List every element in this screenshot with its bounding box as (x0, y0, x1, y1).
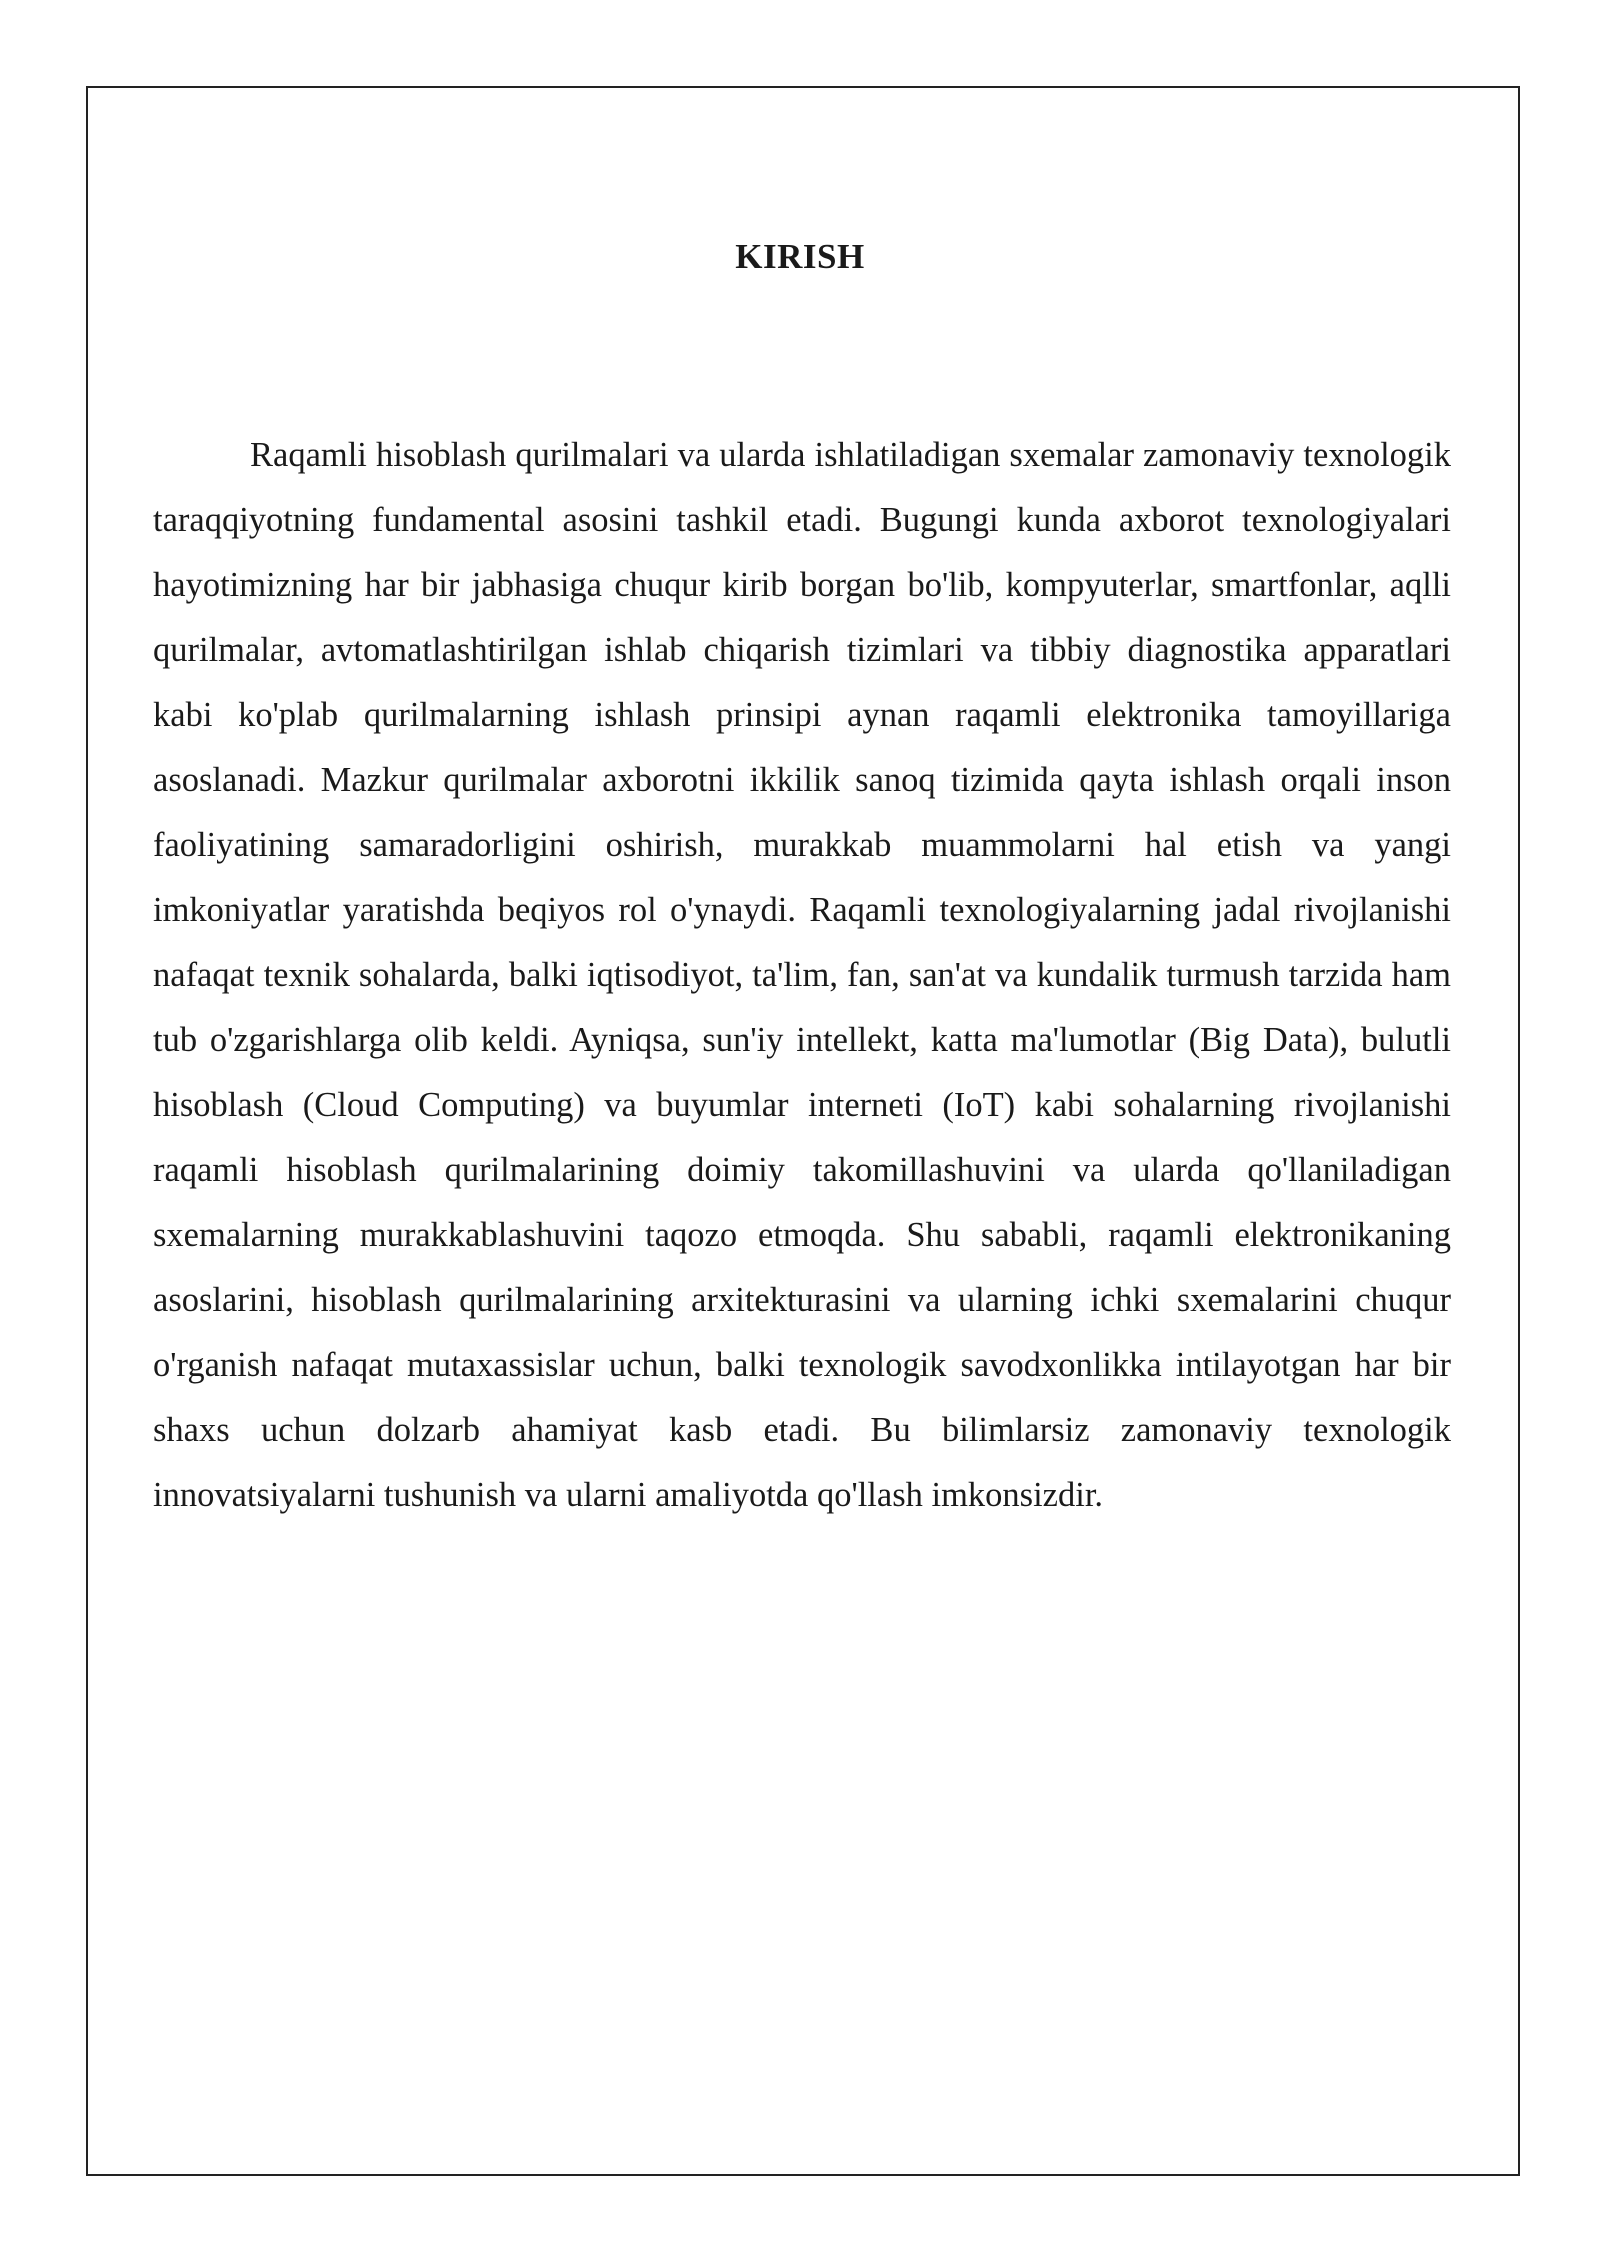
section-heading: KIRISH (735, 237, 865, 276)
body-paragraph: Raqamli hisoblash qurilmalari va ularda ishlatiladigan sxemalar zamonaviy texnologik taraqqiyotning fundamental asosini tashkil etadi. Bugungi kunda axborot texnologiyalari hayotimizning har bir jabhasiga chuqur kirib borgan bo'lib, kompyuterlar, smartfonlar, aqlli qurilmalar, avtomatlashtirilgan ishlab chiqarish tizimlari va tibbiy diagnostika apparatlari kabi ko'plab qurilmalarning ishlash prinsipi aynan raqamli elektronika tamoyillariga asoslanadi. Mazkur qurilmalar axborotni ikkilik sanoq tizimida qayta ishlash orqali inson faoliyatining samaradorligini oshirish, murakkab muammolarni hal etish va yangi imkoniyatlar yaratishda beqiyos rol o'ynaydi. Raqamli texnologiyalarning jadal rivojlanishi nafaqat texnik sohalarda, balki iqtisodiyot, ta'lim, fan, san'at va kundalik turmush tarzida ham tub o'zgarishlarga olib keldi. Ayniqsa, sun'iy intellekt, katta ma'lumotlar (Big Data), bulutli hisoblash (Cloud Computing) va buyumlar interneti (IoT) kabi sohalarning rivojlanishi raqamli hisoblash qurilmalarining doimiy takomillashuvini va ularda qo'llaniladigan sxemalarning murakkablashuvini taqozo etmoqda. Shu sababli, raqamli elektronikaning asoslarini, hisoblash qurilmalarining arxitekturasini va ularning ichki sxemalarini chuqur o'rganish nafaqat mutaxassislar uchun, balki texnologik savodxonlikka intilayotgan har bir shaxs uchun dolzarb ahamiyat kasb etadi. Bu bilimlarsiz zamonaviy texnologik innovatsiyalarni tushunish va ularni amaliyotda qo'llash imkonsizdir. (153, 436, 1451, 1514)
